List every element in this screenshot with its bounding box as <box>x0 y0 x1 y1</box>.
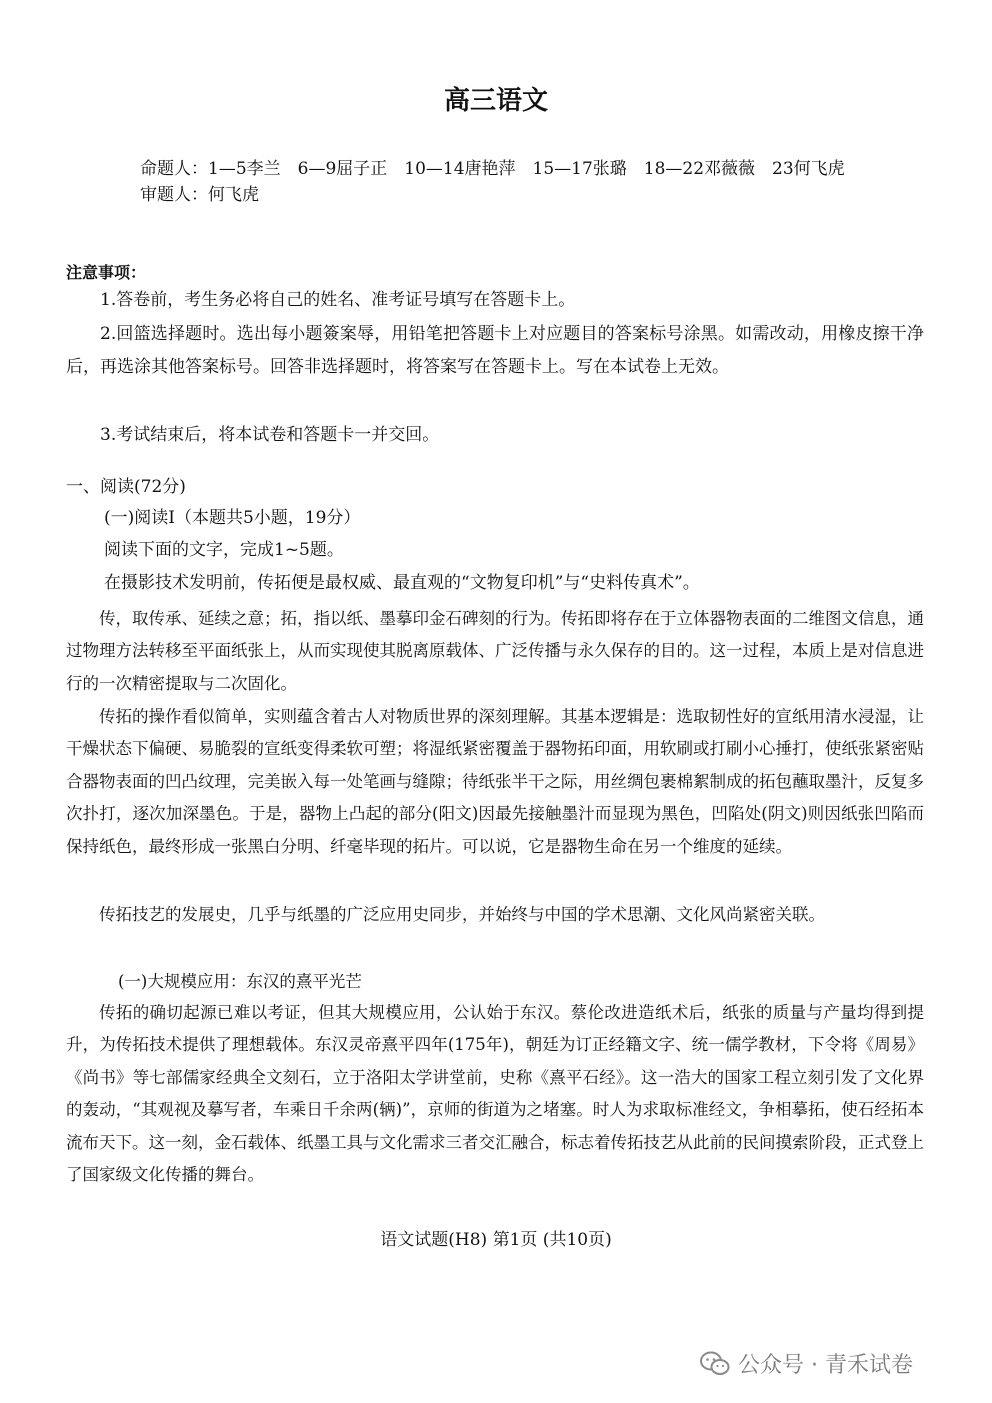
notice-item-2: 2.回篮选择题时。选出每小题簽案辱，用铅笔把答题卡上对应题目的答案标号涂黑。如需改动，用橡皮擦干净后，再选涂其他答案标号。回答非选择题时，将答案写在答题卡上。写在本试卷上无效。 <box>66 324 924 377</box>
notice-heading: 注意事项： <box>66 263 147 282</box>
passage-subheading: (一)大规模应用：东汉的熹平光芒 <box>118 972 362 991</box>
wechat-icon <box>700 1351 730 1377</box>
subsection-title: (一)阅读I（本题共5小题，19分） <box>104 508 361 528</box>
passage-paragraph: 传拓技艺的发展史，几乎与纸墨的广泛应用史同步，并始终与中国的学术思潮、文化风尚紧密关联。 <box>99 905 825 924</box>
reviewer-line: 审题人：何飞虎 <box>140 185 259 205</box>
reading-instruction: 阅读下面的文字，完成1~5题。 <box>104 540 344 560</box>
passage-intro: 在摄影技术发明前，传拓便是最权威、最直观的“文物复印机”与“史料传真术”。 <box>104 573 700 593</box>
page-title: 高三语文 <box>443 86 548 116</box>
watermark <box>700 1348 913 1379</box>
notice-item-3: 3.考试结束后，将本试卷和答题卡一并交回。 <box>100 425 440 445</box>
authors-line: 命题人：1—5李兰 6—9屈子正 10—14唐艳萍 15—17张璐 18—22邓薇薇 23何飞虎 <box>140 159 845 179</box>
section-title: 一、阅读(72分) <box>66 477 186 497</box>
notice-item-1: 1.答卷前，考生务必将自己的姓名、准考证号填写在答题卡上。 <box>100 290 576 310</box>
watermark-text: 公众号 · 青禾试卷 <box>738 1353 913 1378</box>
passage-paragraph: 传拓的确切起源已难以考证，但其大规模应用，公认始于东汉。蔡伦改进造纸术后，纸张的质量与产量均得到提升，为传拓技术提供了理想载体。东汉灵帝熹平四年(175年)，朝廷为订正经籍文字、统一儒学教材，下令将《周易》《尚书》等七部儒家经典全文刻石，立于洛阳太学讲堂前，史称《熹平石经》。这一浩大的国家工程立刻引发了文化界的轰动，“其观视及摹写者，车乘日千余两(辆)”，京师的街道为之堵塞。时人为求取标准经文，争相摹拓，使石经拓本流布天下。这一刻，金石载体、纸墨工具与文化需求三者交汇融合，标志着传拓技艺从此前的民间摸索阶段，正式登上了国家级文化传播的舞台。 <box>66 1003 924 1185</box>
passage-paragraph: 传，取传承、延续之意；拓，指以纸、墨摹印金石碑刻的行为。传拓即将存在于立体器物表面的二维图文信息，通过物理方法转移至平面纸张上，从而实现使其脱离原载体、广泛传播与永久保存的目的。这一过程，本质上是对信息进行的一次精密提取与二次固化。 <box>66 609 924 693</box>
page-footer: 语文试题(H8) 第1页 (共10页) <box>380 1230 612 1250</box>
passage-paragraph: 传拓的操作看似简单，实则蕴含着古人对物质世界的深刻理解。其基本逻辑是：选取韧性好的宣纸用清水浸湿，让干燥状态下偏硬、易脆裂的宣纸变得柔软可塑；将湿纸紧密覆盖于器物拓印面，用软刷或打刷小心捶打，使纸张紧密贴合器物表面的凹凸纹理，完美嵌入每一处笔画与缝隙；待纸张半干之际，用丝绸包裹棉絮制成的拓包蘸取墨汁，反复多次扑打，逐次加深墨色。于是，器物上凸起的部分(阳文)因最先接触墨汁而显现为黑色，凹陷处(阴文)则因纸张凹陷而保持纸色，最终形成一张黑白分明、纤毫毕现的拓片。可以说，它是器物生命在另一个维度的延续。 <box>66 707 924 856</box>
